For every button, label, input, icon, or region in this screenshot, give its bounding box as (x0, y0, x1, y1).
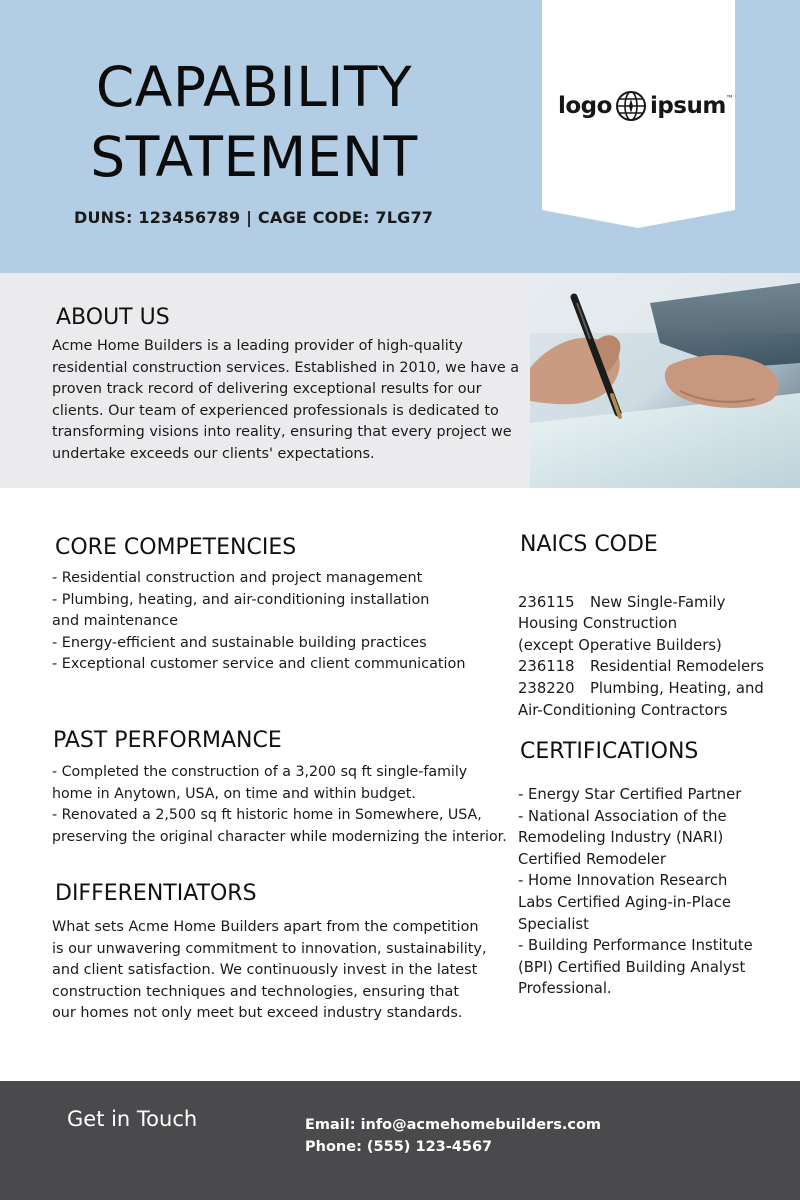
logo-text-left: logo (558, 93, 612, 119)
naics-list (518, 570, 793, 743)
past-performance-text: - Completed the construction of a 3,200 sq ft single-family home in Anytown, USA, on time and within budget. - Renovated a 2,500 sq ft historic home in Somewhere, USA, preserving the original character while modernizing the interior. (52, 764, 507, 845)
naics-entry (518, 678, 793, 700)
naics-entry (518, 656, 793, 678)
logo-text-right: ipsum (649, 93, 726, 119)
about-heading: ABOUT US (56, 305, 170, 330)
naics-code: 236118 (518, 658, 575, 676)
naics-desc-cont: Air-Conditioning Contractors (518, 701, 728, 719)
title-line-1: CAPABILITY (95, 55, 413, 119)
signing-photo (530, 273, 800, 488)
duns-cage-code: DUNS: 123456789 | CAGE CODE: 7LG77 (74, 208, 434, 227)
contact-phone[interactable]: Phone: (555) 123-4567 (305, 1139, 493, 1155)
differentiators-text: What sets Acme Home Builders apart from the competition is our unwavering commitment to innovation, sustainability, and client satisfaction. We continuously invest in the latest construction techniques and technologies, ensuring that our homes not only meet but exceed industry standards. (52, 919, 487, 1022)
naics-code: 236115 (518, 593, 575, 611)
past-performance-heading: PAST PERFORMANCE (53, 728, 282, 753)
contact-email[interactable]: Email: info@acmehomebuilders.com (305, 1117, 602, 1133)
contact-info (305, 1114, 601, 1158)
about-text: Acme Home Builders is a leading provider of high-quality residential construction services. Established in 2010, we have a proven track record of delivering exceptional results for our clients. Our team of experienced professionals is dedicated to transforming visions into reality, ensuring that every project we undertake exceeds our clients' expectations. (52, 338, 520, 462)
naics-desc-cont: Housing Construction (except Operative Builders) (518, 615, 722, 654)
company-logo (558, 88, 734, 124)
core-competencies-heading: CORE COMPETENCIES (55, 535, 297, 560)
certifications-heading: CERTIFICATIONS (520, 739, 699, 764)
core-competencies-text: - Residential construction and project management - Plumbing, heating, and air-conditioning installation and maintenance - Energy-efficient and sustainable building practices - Exceptional customer service and client communication (52, 570, 466, 673)
naics-entry (518, 592, 793, 614)
certifications-text: - Energy Star Certified Partner - National Association of the Remodeling Industry (NARI) Certified Remodeler - Home Innovation Research Labs Certified Aging-in-Place Specialist - Building Performance Institute (BPI) Certified Building Analyst Professional. (518, 786, 753, 998)
globe-icon (615, 90, 647, 122)
differentiators-heading: DIFFERENTIATORS (55, 881, 257, 906)
naics-heading: NAICS CODE (520, 532, 658, 557)
naics-desc: Residential Remodelers (590, 658, 764, 676)
page-title (74, 52, 434, 192)
naics-desc: New Single-Family (590, 593, 726, 611)
naics-code: 238220 (518, 679, 575, 697)
footer-heading: Get in Touch (67, 1107, 198, 1131)
naics-desc: Plumbing, Heating, and (590, 679, 764, 697)
title-line-2: STATEMENT (90, 125, 418, 189)
logo-trademark: ™ (725, 93, 734, 103)
